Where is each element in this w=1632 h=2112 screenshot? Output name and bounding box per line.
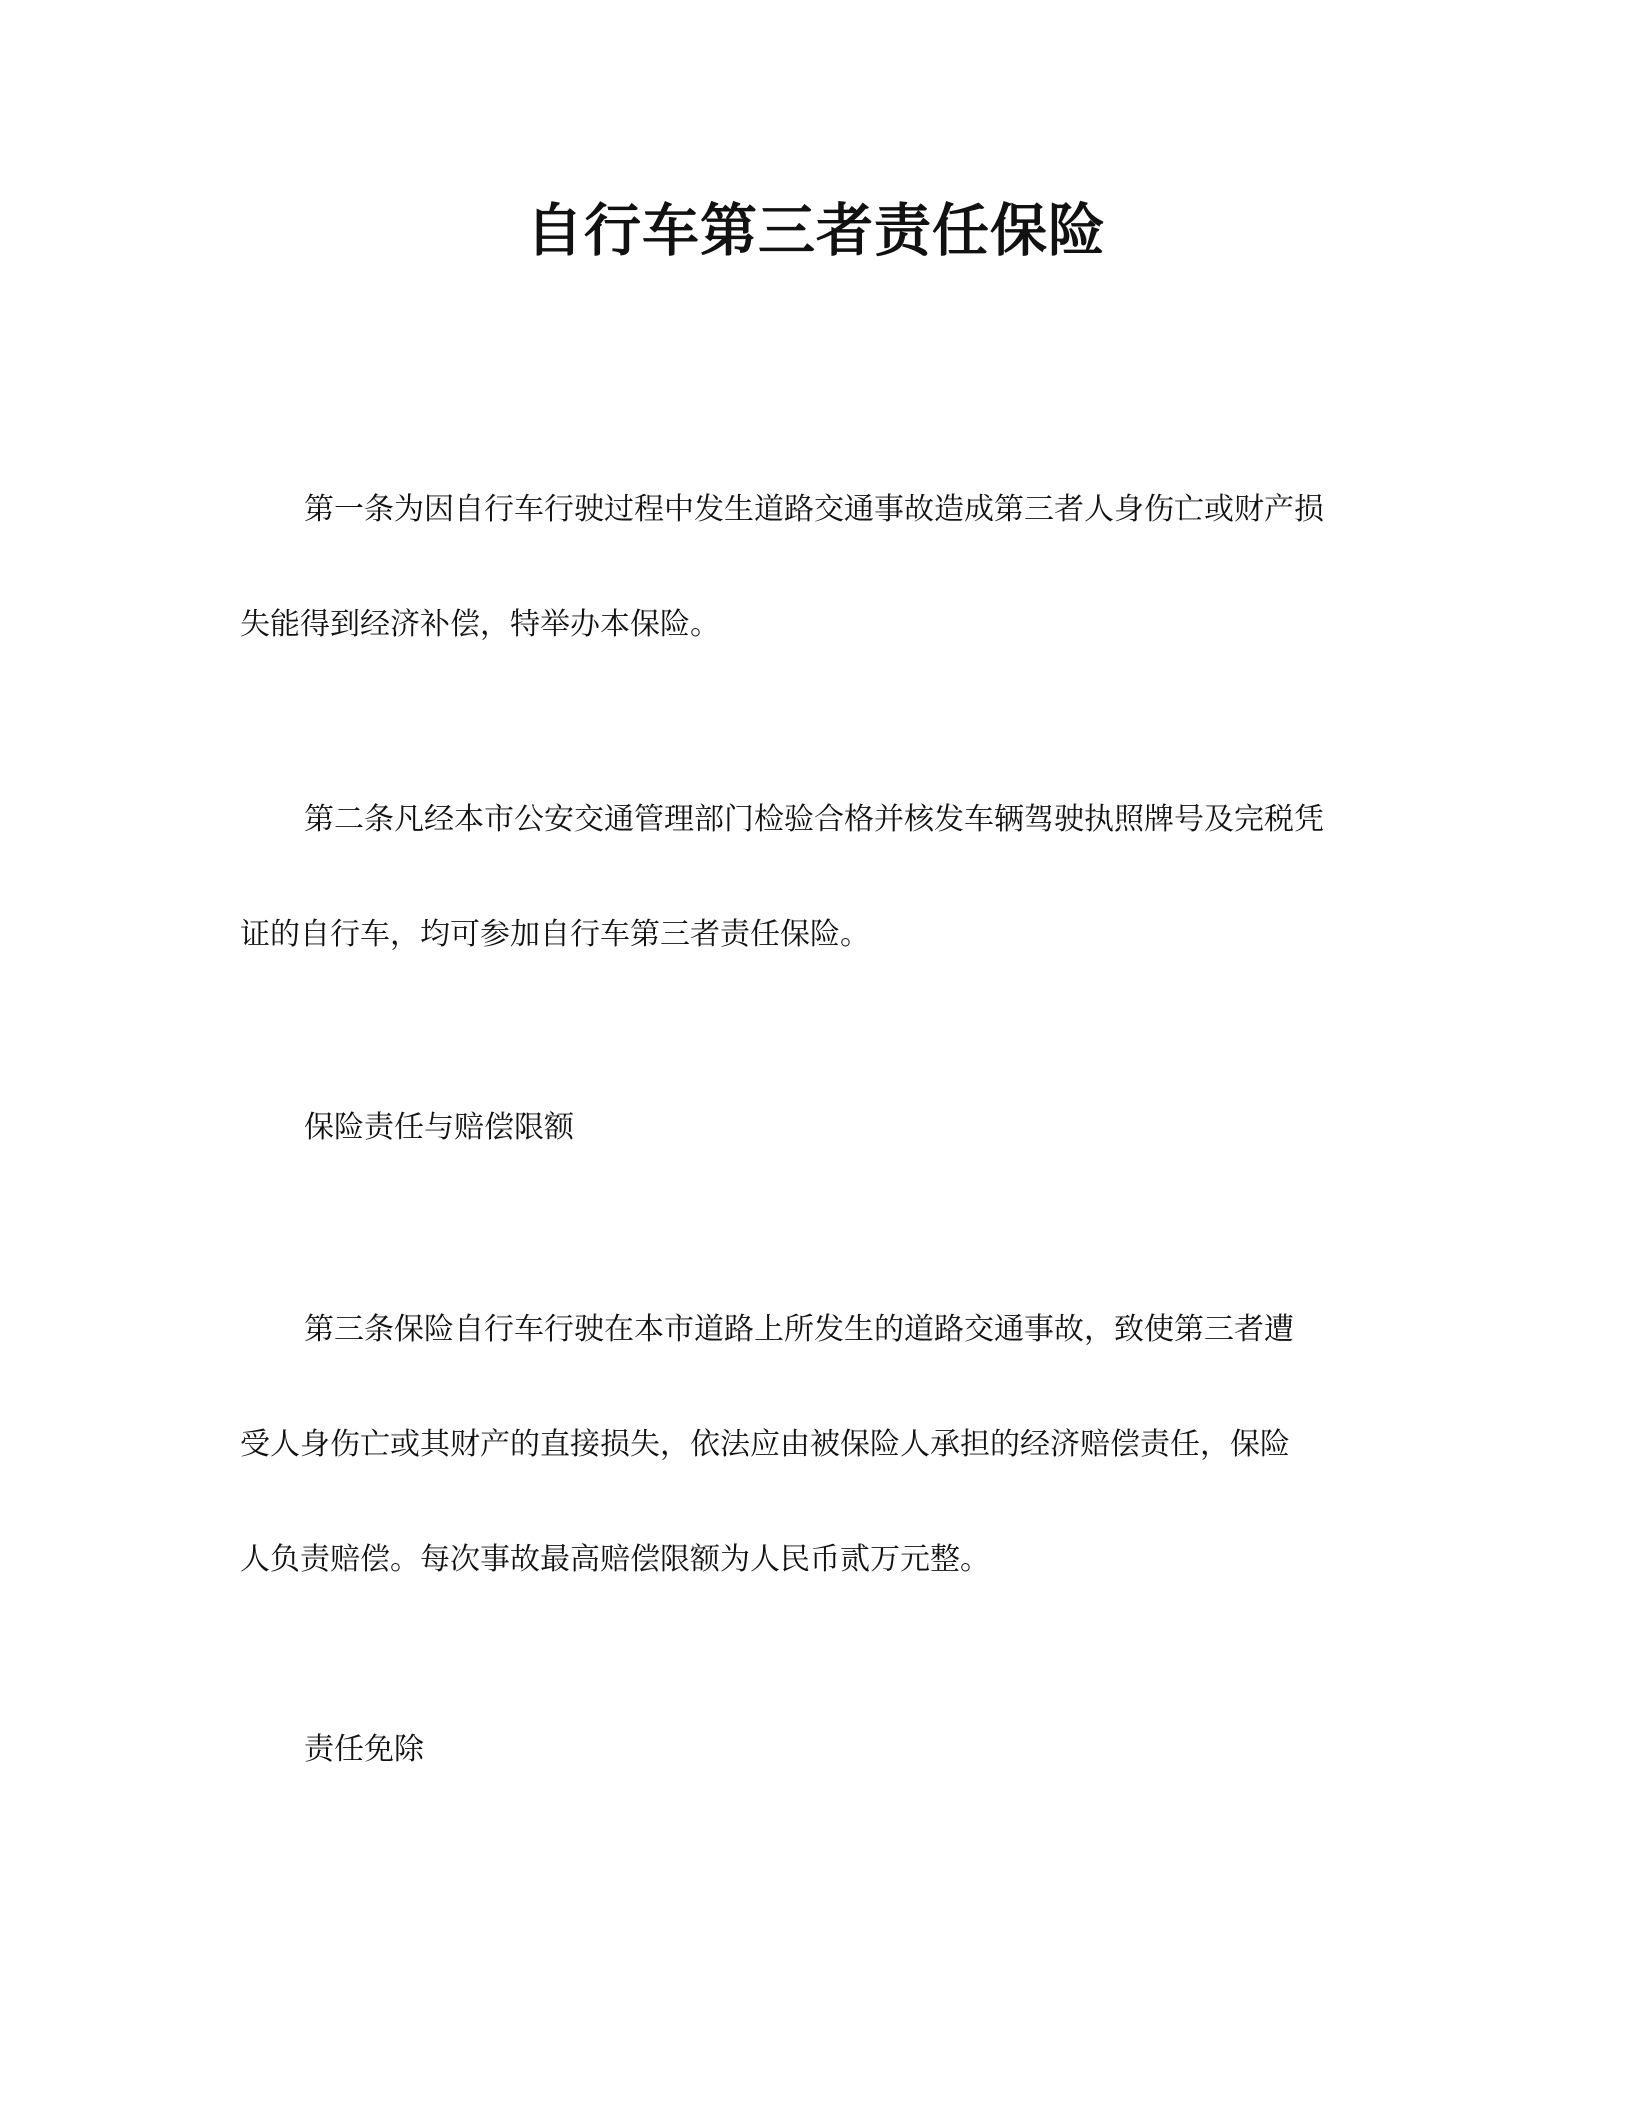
paragraph-line: 人负责赔偿。每次事故最高赔偿限额为人民币贰万元整。 xyxy=(240,1542,990,1577)
article-3-paragraph xyxy=(240,1272,1405,1617)
paragraph-line: 第一条为因自行车行驶过程中发生道路交通事故造成第三者人身伤亡或财产损 xyxy=(304,492,1324,527)
document-title: 自行车第三者责任保险 xyxy=(526,198,1106,264)
paragraph-line: 失能得到经济补偿，特举办本保险。 xyxy=(240,607,720,642)
paragraph-line: 第三条保险自行车行驶在本市道路上所发生的道路交通事故，致使第三者遭 xyxy=(304,1312,1294,1347)
section-heading-text: 保险责任与赔偿限额 xyxy=(304,1110,574,1145)
section-heading-exclusions xyxy=(240,1692,1140,1807)
section-heading-text: 责任免除 xyxy=(304,1732,424,1767)
paragraph-line: 证的自行车，均可参加自行车第三者责任保险。 xyxy=(240,917,870,952)
article-2-paragraph xyxy=(240,762,1405,992)
article-1-paragraph xyxy=(240,452,1405,682)
section-heading-liability-and-limit xyxy=(240,1070,1140,1185)
paragraph-line: 第二条凡经本市公安交通管理部门检验合格并核发车辆驾驶执照牌号及完税凭 xyxy=(304,802,1324,837)
paragraph-line: 受人身伤亡或其财产的直接损失，依法应由被保险人承担的经济赔偿责任，保险 xyxy=(240,1427,1290,1462)
